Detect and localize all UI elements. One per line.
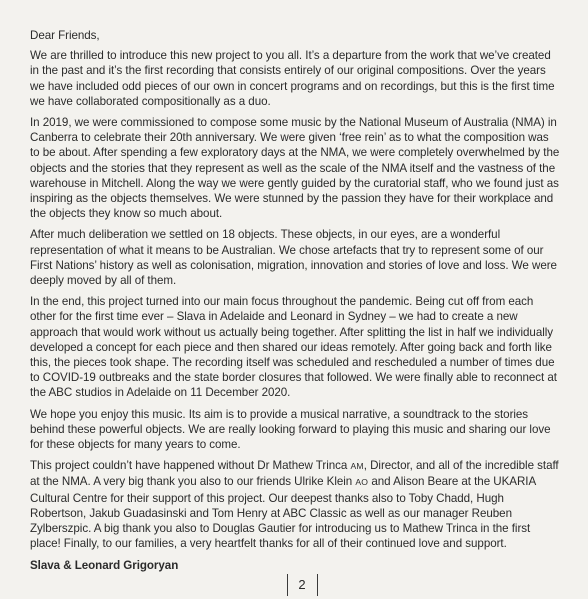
page-number-right-rule: [317, 574, 318, 596]
paragraph-thanks: [30, 458, 560, 551]
page-number: 2: [298, 577, 306, 592]
paragraph-introduction: We are thrilled to introduce this new project to you all. It’s a departure from the work that we’ve created in the past and it’s the first recording that consists entirely of our original compositions. Over the years we have included odd pieces of our own in concert programs and on recordings, but this is the first time we have collaborated compositionally as a duo.: [30, 49, 555, 108]
paragraph-commission: In 2019, we were commissioned to compose some music by the National Museum of Australia (NMA) in Canberra to celebrate their 20th anniversary. We were given ‘free rein’ as to what the composition was to be about. After spending a few exploratory days at the NMA, we were completely overwhelmed by the objects and the stories that they represent as well as the scale of the NMA itself and the vastness of the warehouse in Mitchell. Along the way we were gently guided by the curatorial staff, who we found just as inspiring as the objects themselves. We were stunned by the passion they have for their workplace and the objects they know so much about.: [30, 116, 560, 221]
paragraph-objects: After much deliberation we settled on 18 objects. These objects, in our eyes, are a wonderful representation of what it means to be Australian. We chose artefacts that try to represent some of our First Nations’ history as well as colonisation, migration, innovation and stories of love and loss. We were deeply moved by all of them.: [30, 228, 557, 288]
thanks-text-1: This project couldn’t have happened without Dr Mathew Trinca: [30, 459, 351, 473]
letter-body: [30, 28, 560, 579]
paragraph-hope: We hope you enjoy this music. Its aim is to provide a musical narrative, a soundtrack to the stories behind these powerful objects. We are really looking forward to playing this music and sharing our love for these objects for many years to come.: [30, 407, 551, 452]
thanks-text-2: , Director, and all of the incredible staff at the NMA. A very big thank you also to our friends Ulrike Klein: [30, 459, 559, 489]
honour-ao: AO: [355, 477, 369, 488]
thanks-text-3: and Alison Beare at the UKARIA Cultural Centre for their support of this project. Our deepest thanks also to Toby Chadd, Hugh Robertson, Jakub Guadasinski and Tom Henry at ABC Classic as well as our manager Reuben Zylberszpic. A big thank you also to Douglas Gautier for introducing us to Mathew Trinca in the first place! Finally, to our families, a very heartfelt thanks for all of their continued love and support.: [30, 475, 536, 551]
salutation: Dear Friends,: [30, 29, 100, 42]
paragraph-pandemic: In the end, this project turned into our main focus throughout the pandemic. Being cut off from each other for the first time ever – Slava in Adelaide and Leonard in Sydney – we had to create a new approach that would work without us actually being together. After splitting the list in half we individually developed a concept for each piece and then shared our ideas remotely. After going back and forth like this, the pieces took shape. The recording itself was scheduled and rescheduled a number of times due to COVID-19 outbreaks and the state border closures that followed. We were finally able to reconnect at the ABC studios in Adelaide on 11 December 2020.: [30, 295, 557, 400]
signature: Slava & Leonard Grigoryan: [30, 558, 179, 572]
honour-am: AM: [350, 461, 364, 472]
